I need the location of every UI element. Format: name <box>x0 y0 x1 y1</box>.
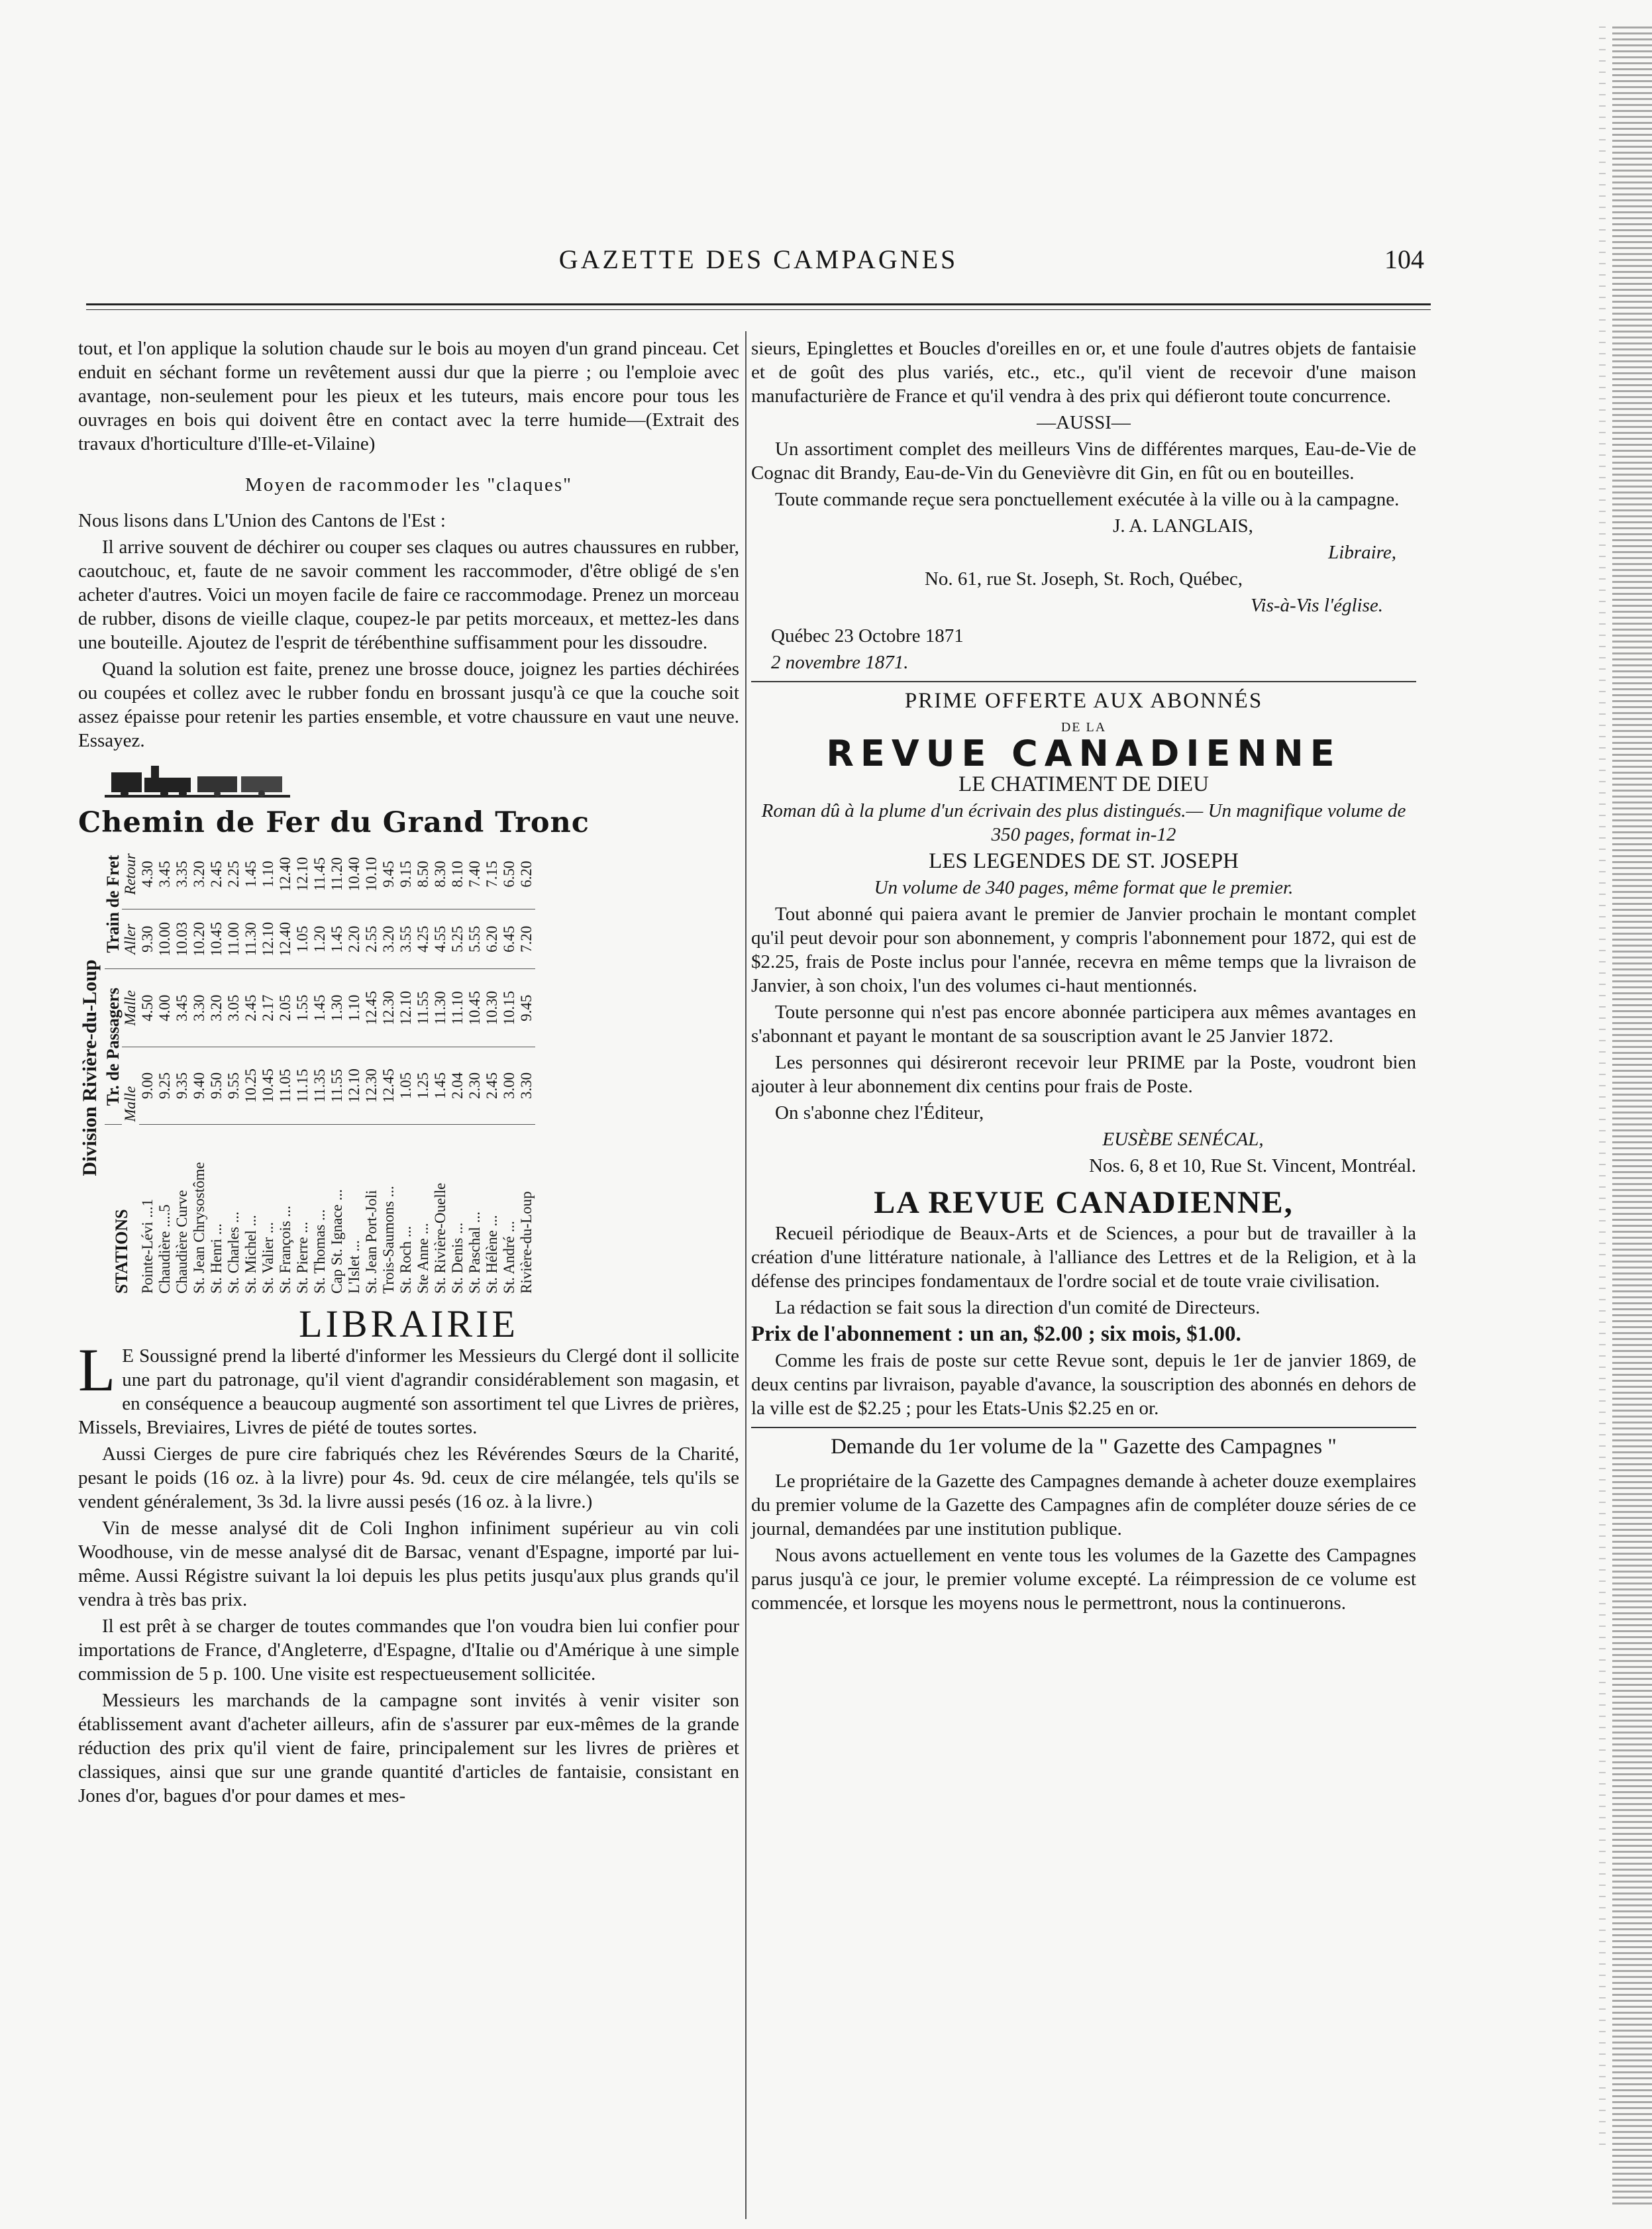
departure-time: 10.10 <box>363 839 380 909</box>
departure-time: 11.45 <box>311 839 329 909</box>
departure-time: 2.45 <box>208 839 225 909</box>
header-rule-thin <box>86 309 1431 310</box>
departure-time: 12.30 <box>380 969 397 1047</box>
departure-time: 4.00 <box>156 969 174 1047</box>
departure-time: 2.04 <box>449 1047 466 1125</box>
departure-time: 1.05 <box>397 1047 415 1125</box>
freight-train-header: Train de Fret <box>105 839 122 969</box>
demande-paragraph-1: Le propriétaire de la Gazette des Campagnes demande à acheter douze exemplaires du premier volume de la Gazette des Campagnes afin de compléter douze séries de ce journal, demandées par une institution publique. <box>751 1471 1416 1539</box>
departure-time: 4.50 <box>139 969 156 1047</box>
section-rule <box>751 681 1416 682</box>
departure-time: 9.30 <box>139 909 156 969</box>
departure-time: 9.40 <box>191 1047 208 1125</box>
station-name: St. André ... <box>501 1221 517 1294</box>
departure-time: 10.25 <box>242 1047 260 1125</box>
departure-time: 1.30 <box>329 969 346 1047</box>
timetable-row <box>242 839 260 1296</box>
stations-header: STATIONS <box>112 1209 131 1294</box>
departure-time: 1.45 <box>329 909 346 969</box>
station-name: St. Thomas ... <box>311 1209 328 1294</box>
station-name: St. Roch ... <box>397 1225 414 1294</box>
departure-time: 3.30 <box>518 1047 535 1125</box>
departure-time: 11.30 <box>242 909 260 969</box>
timetable-row <box>484 839 501 1296</box>
station-name: St. Pierre ... <box>294 1221 311 1294</box>
scan-edge-noise <box>1612 26 1652 2206</box>
departure-time: 2.25 <box>225 839 242 909</box>
timetable-row <box>449 839 466 1296</box>
editor-address: Nos. 6, 8 et 10, Rue St. Vincent, Montréal. <box>1089 1155 1416 1176</box>
timetable-row <box>329 839 346 1296</box>
timetable-row <box>397 839 415 1296</box>
departure-time: 1.45 <box>432 1047 449 1125</box>
departure-time: 3.55 <box>397 909 415 969</box>
timetable-table <box>105 839 535 1296</box>
departure-time: 9.50 <box>208 1047 225 1125</box>
departure-time: 3.45 <box>156 839 174 909</box>
station-name: St. Charles ... <box>225 1212 242 1294</box>
station-name: St. Rivière-Ouelle <box>432 1182 448 1294</box>
timetable-row <box>415 839 432 1296</box>
station-name: Chaudière Curve <box>174 1190 190 1294</box>
prime-paragraph-3: Les personnes qui désireront recevoir leur PRIME par la Poste, voudront bien ajouter à leur abonnement dix centins pour frais de Poste. <box>751 1052 1416 1097</box>
departure-time: 4.30 <box>139 839 156 909</box>
departure-time: 3.00 <box>501 1047 518 1125</box>
departure-time: 2.55 <box>363 909 380 969</box>
departure-time: 6.45 <box>501 909 518 969</box>
signature-address: No. 61, rue St. Joseph, St. Roch, Québec, <box>924 568 1243 590</box>
departure-time: 1.10 <box>346 969 363 1047</box>
railway-heading: Chemin de Fer du Grand Tronc <box>78 806 590 839</box>
scan-edge-noise-inner <box>1599 26 1606 2146</box>
station-name: St. Valier ... <box>260 1221 276 1294</box>
header-rule-thick <box>86 303 1431 305</box>
departure-time: 11.55 <box>415 969 432 1047</box>
departure-time: 3.20 <box>208 969 225 1047</box>
departure-time: 12.10 <box>294 839 311 909</box>
timetable-row <box>156 839 174 1296</box>
station-name: St. Michel ... <box>242 1215 259 1294</box>
demande-paragraph-2: Nous avons actuellement en vente tous les volumes de la Gazette des Campagnes parus jusqu'à ce jour, le premier volume excepté. La réimpression de ce volume est commencée, et lorsque les moyens nous le permettront, nous la continuerons. <box>751 1545 1416 1614</box>
departure-time: 3.35 <box>174 839 191 909</box>
departure-time: 3.20 <box>380 909 397 969</box>
date-line-1: Québec 23 Octobre 1871 <box>771 625 964 647</box>
demande-heading: Demande du 1er volume de la " Gazette des Campagnes " <box>831 1435 1337 1459</box>
departure-time: 1.10 <box>260 839 277 909</box>
continued-paragraph-1: sieurs, Epinglettes et Boucles d'oreilles en or, et une foule d'autres objets de fantaisie et de goût des plus variés, etc., etc., qu'il vient de recevoir d'une maison manufacturière de France et qu'il vendra à des prix qui défieront toute concurrence. <box>751 338 1416 407</box>
departure-time: 3.30 <box>191 969 208 1047</box>
departure-time: 10.00 <box>156 909 174 969</box>
timetable-row <box>466 839 484 1296</box>
departure-time: 2.30 <box>466 1047 484 1125</box>
departure-time: 9.45 <box>380 839 397 909</box>
section-rule <box>751 1427 1416 1428</box>
la-revue-canadienne-heading: LA REVUE CANADIENNE, <box>874 1185 1294 1220</box>
departure-time: 1.25 <box>415 1047 432 1125</box>
book-2-description: Un volume de 340 pages, même format que le premier. <box>874 877 1294 898</box>
sub-header: Malle <box>122 1086 138 1122</box>
departure-time: 9.55 <box>225 1047 242 1125</box>
revue-paragraph-2: La rédaction se fait sous la direction d'un comité de Directeurs. <box>775 1297 1261 1318</box>
departure-time: 4.55 <box>432 909 449 969</box>
timetable-row <box>501 839 518 1296</box>
departure-time: 10.45 <box>466 969 484 1047</box>
station-name: L'Islet ... <box>346 1240 362 1294</box>
departure-time: 11.55 <box>329 1047 346 1125</box>
departure-time: 7.20 <box>518 909 535 969</box>
timetable-row <box>363 839 380 1296</box>
departure-time: 11.15 <box>294 1047 311 1125</box>
editor-name: EUSÈBE SENÉCAL, <box>1102 1129 1264 1150</box>
continued-paragraph-2: Un assortiment complet des meilleurs Vins de différentes marques, Eau-de-Vie de Cognac dit Brandy, Eau-de-Vin du Genevièvre dit Gin, en fût ou en bouteilles. <box>751 439 1416 484</box>
departure-time: 3.05 <box>225 969 242 1047</box>
station-name: Rivière-du-Loup <box>518 1191 535 1294</box>
passenger-train-header: Tr. de Passagers <box>105 969 122 1125</box>
departure-time: 2.05 <box>277 969 294 1047</box>
departure-time: 10.40 <box>346 839 363 909</box>
claques-heading: Moyen de racommoder les "claques" <box>245 474 572 495</box>
departure-time: 1.20 <box>311 909 329 969</box>
timetable-row <box>311 839 329 1296</box>
librairie-paragraph-5: Messieurs les marchands de la campagne sont invités à venir visiter son établissement avant d'acheter ailleurs, afin de s'assurer par eux-mêmes de la grande réduction des prix qu'il vient de faire, principalement sur les livres de prières et classiques, ainsi que sur une grande quantité d'articles de fantaisie, consistant en Jones d'or, bagues d'or pour dames et mes- <box>78 1690 739 1806</box>
departure-time: 10.30 <box>484 969 501 1047</box>
sub-header: Aller <box>122 909 139 969</box>
departure-time: 5.25 <box>449 909 466 969</box>
station-name: St. Henri ... <box>208 1223 225 1294</box>
book-1-title: LE CHATIMENT DE DIEU <box>958 772 1209 796</box>
timetable-division: Division Rivière-du-Loup <box>79 959 101 1176</box>
prime-de-la: DE LA <box>1060 720 1107 735</box>
claques-paragraph-2: Quand la solution est faite, prenez une brosse douce, joignez les parties déchirées ou coupées et collez avec le rubber fondu en brossant jusqu'à ce que la couche soit assez épaisse pour retenir les parties ensemble, et votre chaussure en vaut une neuve. Essayez. <box>78 658 739 751</box>
station-name: Pointe-Lévi ...1 <box>139 1198 156 1294</box>
departure-time: 12.45 <box>363 969 380 1047</box>
prime-paragraph-1: Tout abonné qui paiera avant le premier de Janvier prochain le montant complet qu'il peut devoir pour son abonnement, y compris l'abonnement pour 1872, qui est de $2.25, frais de Poste inclus pour l'année, recevra en même temps que la livraison de Janvier, à son choix, l'un des volumes ci-haut mentionnés. <box>751 904 1416 996</box>
librairie-paragraph-4: Il est prêt à se charger de toutes commandes que l'on voudra bien lui confier pour importations de France, d'Angleterre, d'Espagne, d'Italie ou d'Amérique à une simple commission de 5 p. 100. Une visite est respectueusement sollicitée. <box>78 1616 739 1685</box>
departure-time: 2.17 <box>260 969 277 1047</box>
departure-time: 10.03 <box>174 909 191 969</box>
book-2-title: LES LEGENDES DE ST. JOSEPH <box>929 849 1239 873</box>
departure-time: 3.20 <box>191 839 208 909</box>
station-name: Ste Anne ... <box>415 1223 431 1294</box>
departure-time: 5.55 <box>466 909 484 969</box>
departure-time: 12.10 <box>397 969 415 1047</box>
timetable-row <box>139 839 156 1296</box>
claques-lead: Nous lisons dans L'Union des Cantons de l'Est : <box>78 510 446 531</box>
departure-time: 9.25 <box>156 1047 174 1125</box>
departure-time: 12.10 <box>346 1047 363 1125</box>
prime-paragraph-2: Toute personne qui n'est pas encore abonnée participera aux mêmes avantages en s'abonnant et payant le montant de sa souscription avant le 25 Janvier 1872. <box>751 1002 1416 1047</box>
departure-time: 10.45 <box>260 1047 277 1125</box>
station-name: Chaudière ....5 <box>156 1204 173 1294</box>
departure-time: 12.30 <box>363 1047 380 1125</box>
drop-cap: L <box>78 1336 116 1404</box>
prime-paragraph-4: On s'abonne chez l'Éditeur, <box>775 1102 984 1123</box>
signature-name: J. A. LANGLAIS, <box>1113 515 1253 537</box>
departure-time: 7.15 <box>484 839 501 909</box>
revue-canadienne-heading: REVUE CANADIENNE <box>826 733 1341 774</box>
departure-time: 1.55 <box>294 969 311 1047</box>
claques-paragraph-1: Il arrive souvent de déchirer ou couper ses claques ou autres chaussures en rubber, caoutchouc, et, faute de ne savoir comment les raccommoder, d'être obligé de s'en acheter d'autres. Voici un moyen facile de faire ce raccommodage. Prenez un morceau de rubber, disons de vieille claque, coupez-le par petits morceaux, et mettez-les dans une bouteille. Ajoutez de l'esprit de térébenthine suffisamment pour les dissoudre. <box>78 537 739 653</box>
station-name: St. Jean Chrysostôme <box>191 1162 207 1294</box>
page-number: 104 <box>1384 244 1424 274</box>
departure-time: 1.05 <box>294 909 311 969</box>
timetable-row <box>346 839 363 1296</box>
prime-heading: PRIME OFFERTE AUX ABONNÉS <box>904 689 1263 713</box>
station-name: St. Hélène ... <box>484 1215 500 1294</box>
departure-time: 10.15 <box>501 969 518 1047</box>
timetable-row <box>432 839 449 1296</box>
departure-time: 11.00 <box>225 909 242 969</box>
signature-address-2: Vis-à-Vis l'église. <box>1250 595 1383 616</box>
departure-time: 11.30 <box>432 969 449 1047</box>
timetable-row <box>518 839 535 1296</box>
departure-time: 9.45 <box>518 969 535 1047</box>
continued-paragraph-3: Toute commande reçue sera ponctuellement exécutée à la ville ou à la campagne. <box>775 489 1400 510</box>
departure-time: 8.30 <box>432 839 449 909</box>
timetable-area <box>78 839 739 1303</box>
departure-time: 2.20 <box>346 909 363 969</box>
timetable-row <box>294 839 311 1296</box>
station-name: Trois-Saumons ... <box>380 1186 397 1294</box>
timetable-body <box>139 839 535 1296</box>
departure-time: 12.45 <box>380 1047 397 1125</box>
station-name: St. Paschal ... <box>466 1212 483 1294</box>
departure-time: 10.20 <box>191 909 208 969</box>
departure-time: 11.20 <box>329 839 346 909</box>
right-column <box>751 337 1416 1618</box>
left-column <box>78 337 739 1810</box>
date-line-2: 2 novembre 1871. <box>771 652 909 673</box>
departure-time: 1.45 <box>242 839 260 909</box>
departure-time: 8.10 <box>449 839 466 909</box>
timetable-row <box>380 839 397 1296</box>
departure-time: 11.05 <box>277 1047 294 1125</box>
rotated-timetable <box>78 839 738 1296</box>
gazette-title: GAZETTE DES CAMPAGNES <box>558 244 958 274</box>
station-name: St. François ... <box>277 1206 293 1294</box>
sub-header: Retour <box>122 839 139 909</box>
departure-time: 1.45 <box>311 969 329 1047</box>
timetable-row <box>260 839 277 1296</box>
departure-time: 9.15 <box>397 839 415 909</box>
station-name: St. Jean Port-Joli <box>363 1190 380 1294</box>
departure-time: 12.10 <box>260 909 277 969</box>
intro-paragraph: tout, et l'on applique la solution chaude sur le bois au moyen d'un grand pinceau. Cet enduit en séchant forme un revêtement aussi dur que la pierre ; ou l'emploie avec avantage, non-seulement pour les pieux et les tuteurs, mais encore pour tous les ouvrages en bois qui doivent être en contact avec la terre humide—(Extrait des travaux d'horticulture d'Ille-et-Vilaine) <box>78 338 739 454</box>
revue-paragraph-3: Comme les frais de poste sur cette Revue sont, depuis le 1er de janvier 1869, de deux centins par livraison, payable d'avance, la souscription des abonnés en dehors de la ville est de $2.25 ; pour les Etats-Unis $2.25 en or. <box>751 1350 1416 1419</box>
departure-time: 6.20 <box>518 839 535 909</box>
librairie-paragraph-3: Vin de messe analysé dit de Coli Inghon infiniment supérieur au vin coli Woodhouse, vin de messe analysé dit de Barsac, venant d'Espagne, importé par lui-même. Aussi Régistre suivant la loi depuis les plus petits jusqu'aux plus grands qu'il vendra à très bas prix. <box>78 1518 739 1610</box>
station-name: Cap St. Ignace ... <box>329 1189 345 1294</box>
timetable-row <box>225 839 242 1296</box>
departure-time: 6.50 <box>501 839 518 909</box>
locomotive-icon <box>105 763 290 799</box>
revue-paragraph-1: Recueil périodique de Beaux-Arts et de Sciences, a pour but de travailler à la création d'une littérature nationale, à l'alliance des Lettres et de la Religion, et à la défense des principes fondamentaux de l'ordre social et de toute vraie civilisation. <box>751 1223 1416 1292</box>
price-line: Prix de l'abonnement : un an, $2.00 ; six mois, $1.00. <box>751 1322 1241 1346</box>
timetable-row <box>277 839 294 1296</box>
timetable-row <box>208 839 225 1296</box>
sub-header: Malle <box>122 969 139 1047</box>
departure-time: 3.45 <box>174 969 191 1047</box>
book-1-description: Roman dû à la plume d'un écrivain des plus distingués.— Un magnifique volume de 350 pages, format in-12 <box>761 800 1406 845</box>
timetable-row <box>191 839 208 1296</box>
departure-time: 10.45 <box>208 909 225 969</box>
departure-time: 6.20 <box>484 909 501 969</box>
departure-time: 12.40 <box>277 909 294 969</box>
librairie-paragraph-1: E Soussigné prend la liberté d'informer les Messieurs du Clergé dont il sollicite une part du patronage, qu'il vient d'agrandir considérablement son magasin, et en conséquence a beaucoup augmenté son assortiment tel que Livres de prières, Missels, Breviaires, Livres de piété de toutes sortes. <box>78 1345 739 1438</box>
departure-time: 4.25 <box>415 909 432 969</box>
page-header <box>86 244 1431 277</box>
departure-time: 11.10 <box>449 969 466 1047</box>
station-name: St. Denis ... <box>449 1222 466 1294</box>
timetable-row <box>174 839 191 1296</box>
departure-time: 8.50 <box>415 839 432 909</box>
librairie-paragraph-2: Aussi Cierges de pure cire fabriqués chez les Révérendes Sœurs de la Charité, pesant le poids (16 oz. à la livre) pour 4s. 9d. ceux de cire mélangée, tels qu'ils se vendent généralement, 3s 3d. la livre aussi pesés (16 oz. à la livre.) <box>78 1443 739 1512</box>
departure-time: 2.45 <box>242 969 260 1047</box>
column-divider <box>745 331 747 2219</box>
departure-time: 9.35 <box>174 1047 191 1125</box>
departure-time: 2.45 <box>484 1047 501 1125</box>
departure-time: 9.00 <box>139 1047 156 1125</box>
signature-role: Libraire, <box>1328 542 1396 563</box>
aussi-label: —AUSSI— <box>1037 412 1131 433</box>
departure-time: 11.35 <box>311 1047 329 1125</box>
departure-time: 12.40 <box>277 839 294 909</box>
librairie-heading: LIBRAIRIE <box>299 1302 519 1345</box>
departure-time: 7.40 <box>466 839 484 909</box>
